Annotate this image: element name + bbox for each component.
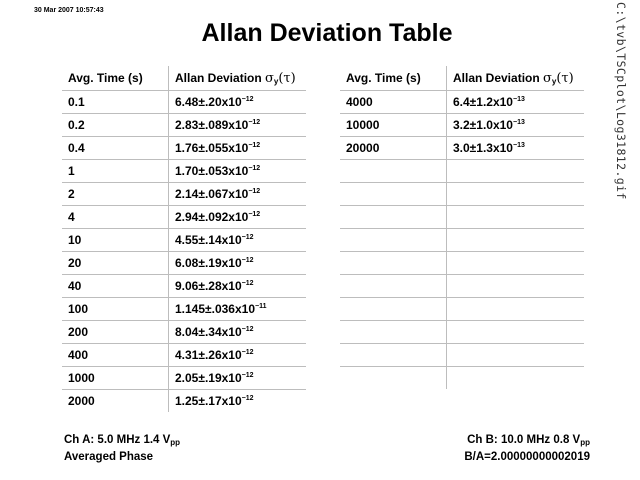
allan-deviation-cell [169, 321, 307, 344]
header-avg-time: Avg. Time (s) [62, 66, 169, 91]
avg-time-cell: 40 [62, 275, 169, 298]
avg-time-cell: 4 [62, 206, 169, 229]
avg-time-cell: 200 [62, 321, 169, 344]
deviation-exponent: −12 [248, 188, 261, 195]
footer-channel-a [64, 433, 180, 464]
deviation-mantissa: 1.76±.055x10 [175, 141, 249, 155]
table-row [62, 252, 306, 275]
deviation-mantissa: 9.06±.28x10 [175, 279, 242, 293]
header-allan-deviation [169, 66, 307, 91]
allan-deviation-cell [447, 91, 585, 114]
table-row [62, 137, 306, 160]
table-header-row [62, 66, 306, 91]
allan-deviation-cell [447, 275, 585, 298]
avg-time-cell [340, 321, 447, 344]
avg-time-cell: 20000 [340, 137, 447, 160]
avg-time-cell: 100 [62, 298, 169, 321]
deviation-mantissa: 4.55±.14x10 [175, 233, 242, 247]
table-row [340, 114, 584, 137]
allan-deviation-cell [169, 229, 307, 252]
table-row [62, 183, 306, 206]
table-row [340, 321, 584, 344]
deviation-exponent: −13 [512, 96, 525, 103]
allan-deviation-cell [169, 137, 307, 160]
avg-time-cell [340, 367, 447, 390]
avg-time-cell [340, 183, 447, 206]
allan-deviation-cell [447, 367, 585, 390]
deviation-exponent: −12 [248, 119, 261, 126]
allan-deviation-cell [169, 183, 307, 206]
deviation-mantissa: 8.04±.34x10 [175, 325, 242, 339]
page-title: Allan Deviation Table [201, 19, 453, 47]
allan-deviation-cell [169, 367, 307, 390]
allan-deviation-cell [169, 206, 307, 229]
table-row [340, 275, 584, 298]
avg-time-cell [340, 206, 447, 229]
avg-time-cell: 1000 [62, 367, 169, 390]
avg-time-cell [340, 344, 447, 367]
avg-time-cell: 400 [62, 344, 169, 367]
table-row [340, 252, 584, 275]
sigma-subscript: y [273, 76, 279, 86]
deviation-exponent: −12 [248, 142, 261, 149]
sigma-symbol: σ [265, 70, 274, 86]
channel-b-spec: Ch B: 10.0 MHz 0.8 V [467, 434, 581, 446]
deviation-exponent: −12 [248, 211, 261, 218]
deviation-exponent: −12 [241, 326, 254, 333]
table-row [62, 206, 306, 229]
table-row [340, 91, 584, 114]
table-row [62, 114, 306, 137]
table-row [340, 298, 584, 321]
allan-deviation-cell [447, 298, 585, 321]
channel-a-mode: Averaged Phase [64, 451, 154, 463]
allan-deviation-cell [169, 114, 307, 137]
deviation-mantissa: 3.2±1.0x10 [453, 118, 513, 132]
allan-deviation-cell [169, 298, 307, 321]
table-header-row [340, 66, 584, 91]
channel-b-line [464, 433, 590, 450]
allan-deviation-cell [447, 160, 585, 183]
allan-deviation-cell [447, 229, 585, 252]
avg-time-cell: 2 [62, 183, 169, 206]
table-row [62, 367, 306, 390]
deviation-exponent: −12 [241, 372, 254, 379]
deviation-exponent: −12 [241, 234, 254, 241]
channel-a-line [64, 433, 180, 450]
header-avg-time: Avg. Time (s) [340, 66, 447, 91]
table-row [62, 344, 306, 367]
table-row [340, 206, 584, 229]
deviation-mantissa: 1.145±.036x10 [175, 302, 255, 316]
allan-deviation-cell [447, 321, 585, 344]
deviation-exponent: −12 [248, 165, 261, 172]
frequency-ratio: B/A=2.00000000002019 [464, 451, 590, 463]
deviation-mantissa: 6.4±1.2x10 [453, 95, 513, 109]
allan-deviation-cell [447, 344, 585, 367]
sigma-symbol: σ [543, 70, 552, 86]
table-row [62, 91, 306, 114]
channel-a-spec: Ch A: 5.0 MHz 1.4 V [64, 434, 171, 446]
header-allan-deviation [447, 66, 585, 91]
avg-time-cell [340, 252, 447, 275]
deviation-mantissa: 2.83±.089x10 [175, 118, 249, 132]
avg-time-cell: 10 [62, 229, 169, 252]
avg-time-cell: 10000 [340, 114, 447, 137]
allan-deviation-cell [169, 344, 307, 367]
deviation-exponent: −12 [241, 280, 254, 287]
table-row [340, 183, 584, 206]
table-row [62, 229, 306, 252]
table-row [62, 275, 306, 298]
table-row [62, 160, 306, 183]
table-row [340, 137, 584, 160]
allan-deviation-cell [447, 137, 585, 160]
deviation-mantissa: 2.14±.067x10 [175, 187, 249, 201]
sigma-subscript: y [551, 76, 557, 86]
avg-time-cell: 4000 [340, 91, 447, 114]
deviation-exponent: −12 [241, 349, 254, 356]
allan-deviation-cell [169, 91, 307, 114]
table-row [62, 390, 306, 413]
allan-deviation-cell [447, 252, 585, 275]
allan-deviation-cell [447, 114, 585, 137]
table-row [340, 229, 584, 252]
allan-table-right [340, 66, 584, 389]
deviation-exponent: −13 [512, 119, 525, 126]
deviation-mantissa: 6.08±.19x10 [175, 256, 242, 270]
file-path-label: C:\tvb\TSCplot\Log31812.gif [614, 2, 628, 200]
deviation-mantissa: 1.25±.17x10 [175, 394, 242, 408]
deviation-mantissa: 2.94±.092x10 [175, 210, 249, 224]
deviation-mantissa: 4.31±.26x10 [175, 348, 242, 362]
table-row [62, 321, 306, 344]
table-row [340, 367, 584, 390]
channel-b-unit-sub: pp [580, 438, 590, 447]
allan-table-left [62, 66, 306, 412]
avg-time-cell: 0.1 [62, 91, 169, 114]
deviation-mantissa: 3.0±1.3x10 [453, 141, 513, 155]
avg-time-cell [340, 160, 447, 183]
table-row [340, 160, 584, 183]
allan-deviation-cell [169, 252, 307, 275]
deviation-mantissa: 1.70±.053x10 [175, 164, 249, 178]
allan-deviation-cell [169, 160, 307, 183]
deviation-exponent: −12 [241, 96, 254, 103]
deviation-exponent: −12 [241, 257, 254, 264]
allan-deviation-cell [447, 206, 585, 229]
allan-deviation-cell [169, 275, 307, 298]
avg-time-cell: 1 [62, 160, 169, 183]
deviation-exponent: −11 [255, 303, 267, 310]
deviation-mantissa: 6.48±.20x10 [175, 95, 242, 109]
avg-time-cell [340, 275, 447, 298]
deviation-exponent: −12 [241, 395, 254, 402]
allan-deviation-cell [169, 390, 307, 413]
table-row [340, 344, 584, 367]
avg-time-cell [340, 298, 447, 321]
header-allan-prefix: Allan Deviation [175, 70, 266, 85]
tau-symbol: (τ) [278, 70, 296, 86]
table-row [62, 298, 306, 321]
avg-time-cell: 0.4 [62, 137, 169, 160]
deviation-mantissa: 2.05±.19x10 [175, 371, 242, 385]
deviation-exponent: −13 [512, 142, 525, 149]
avg-time-cell: 2000 [62, 390, 169, 413]
channel-a-unit-sub: pp [170, 438, 181, 447]
tau-symbol: (τ) [556, 70, 574, 86]
avg-time-cell [340, 229, 447, 252]
timestamp: 30 Mar 2007 10:57:43 [34, 7, 104, 14]
allan-deviation-cell [447, 183, 585, 206]
header-allan-prefix: Allan Deviation [453, 70, 544, 85]
avg-time-cell: 20 [62, 252, 169, 275]
footer-channel-b [464, 433, 590, 464]
avg-time-cell: 0.2 [62, 114, 169, 137]
